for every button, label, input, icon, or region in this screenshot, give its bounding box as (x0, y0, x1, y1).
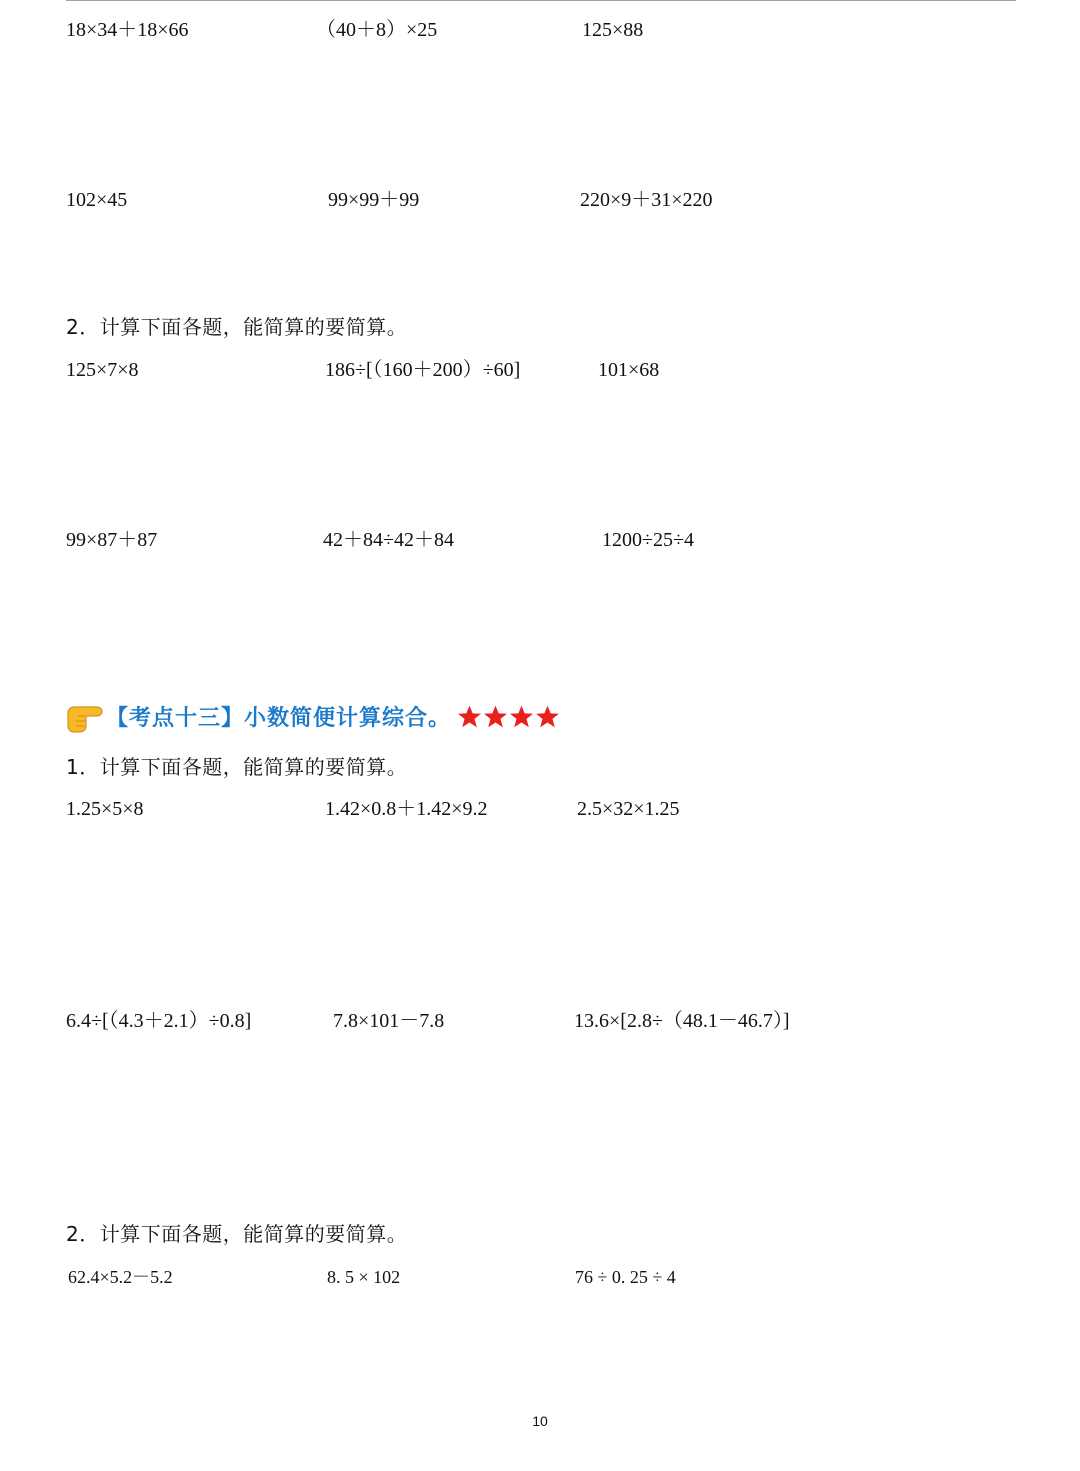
section-heading-text: 【考点十三】小数简便计算综合。 (106, 705, 452, 731)
question-b1: 1．计算下面各题，能简算的要简算。 (66, 755, 408, 779)
problem-a3-2: 186÷[（160＋200）÷60] (325, 359, 521, 381)
star-icon (535, 704, 560, 729)
problem-a1-2: （40＋8）×25 (316, 19, 438, 41)
question-b2: 2．计算下面各题，能简算的要简算。 (66, 1222, 408, 1246)
page-number: 10 (532, 1413, 548, 1429)
problem-a3-3: 101×68 (598, 359, 660, 381)
star-icon (483, 704, 508, 729)
top-divider (66, 0, 1016, 1)
difficulty-stars (457, 704, 561, 729)
problem-a3-1: 125×7×8 (66, 359, 139, 381)
problem-a4-1: 99×87＋87 (66, 529, 158, 551)
problem-b1-1: 1.25×5×8 (66, 798, 144, 820)
pointing-hand-icon (66, 699, 104, 733)
problem-b2-3: 13.6×[2.8÷（48.1－46.7）] (574, 1010, 790, 1032)
problem-a2-2: 99×99＋99 (328, 189, 420, 211)
problem-b3-2: 8. 5 × 102 (327, 1267, 401, 1287)
question-a2: 2．计算下面各题，能简算的要简算。 (66, 315, 408, 339)
problem-a2-1: 102×45 (66, 189, 128, 211)
problem-a4-3: 1200÷25÷4 (602, 529, 694, 551)
problem-b2-2: 7.8×101－7.8 (333, 1010, 445, 1032)
problem-b2-1: 6.4÷[（4.3＋2.1）÷0.8] (66, 1010, 252, 1032)
star-icon (457, 704, 482, 729)
problem-b1-2: 1.42×0.8＋1.42×9.2 (325, 798, 488, 820)
problem-a1-1: 18×34＋18×66 (66, 19, 189, 41)
problem-b3-1: 62.4×5.2－5.2 (68, 1267, 173, 1287)
problem-a2-3: 220×9＋31×220 (580, 189, 713, 211)
problem-b3-3: 76 ÷ 0. 25 ÷ 4 (575, 1267, 676, 1287)
problem-a1-3: 125×88 (582, 19, 644, 41)
problem-a4-2: 42＋84÷42＋84 (323, 529, 454, 551)
section-heading (66, 698, 561, 734)
problem-b1-3: 2.5×32×1.25 (577, 798, 680, 820)
star-icon (509, 704, 534, 729)
